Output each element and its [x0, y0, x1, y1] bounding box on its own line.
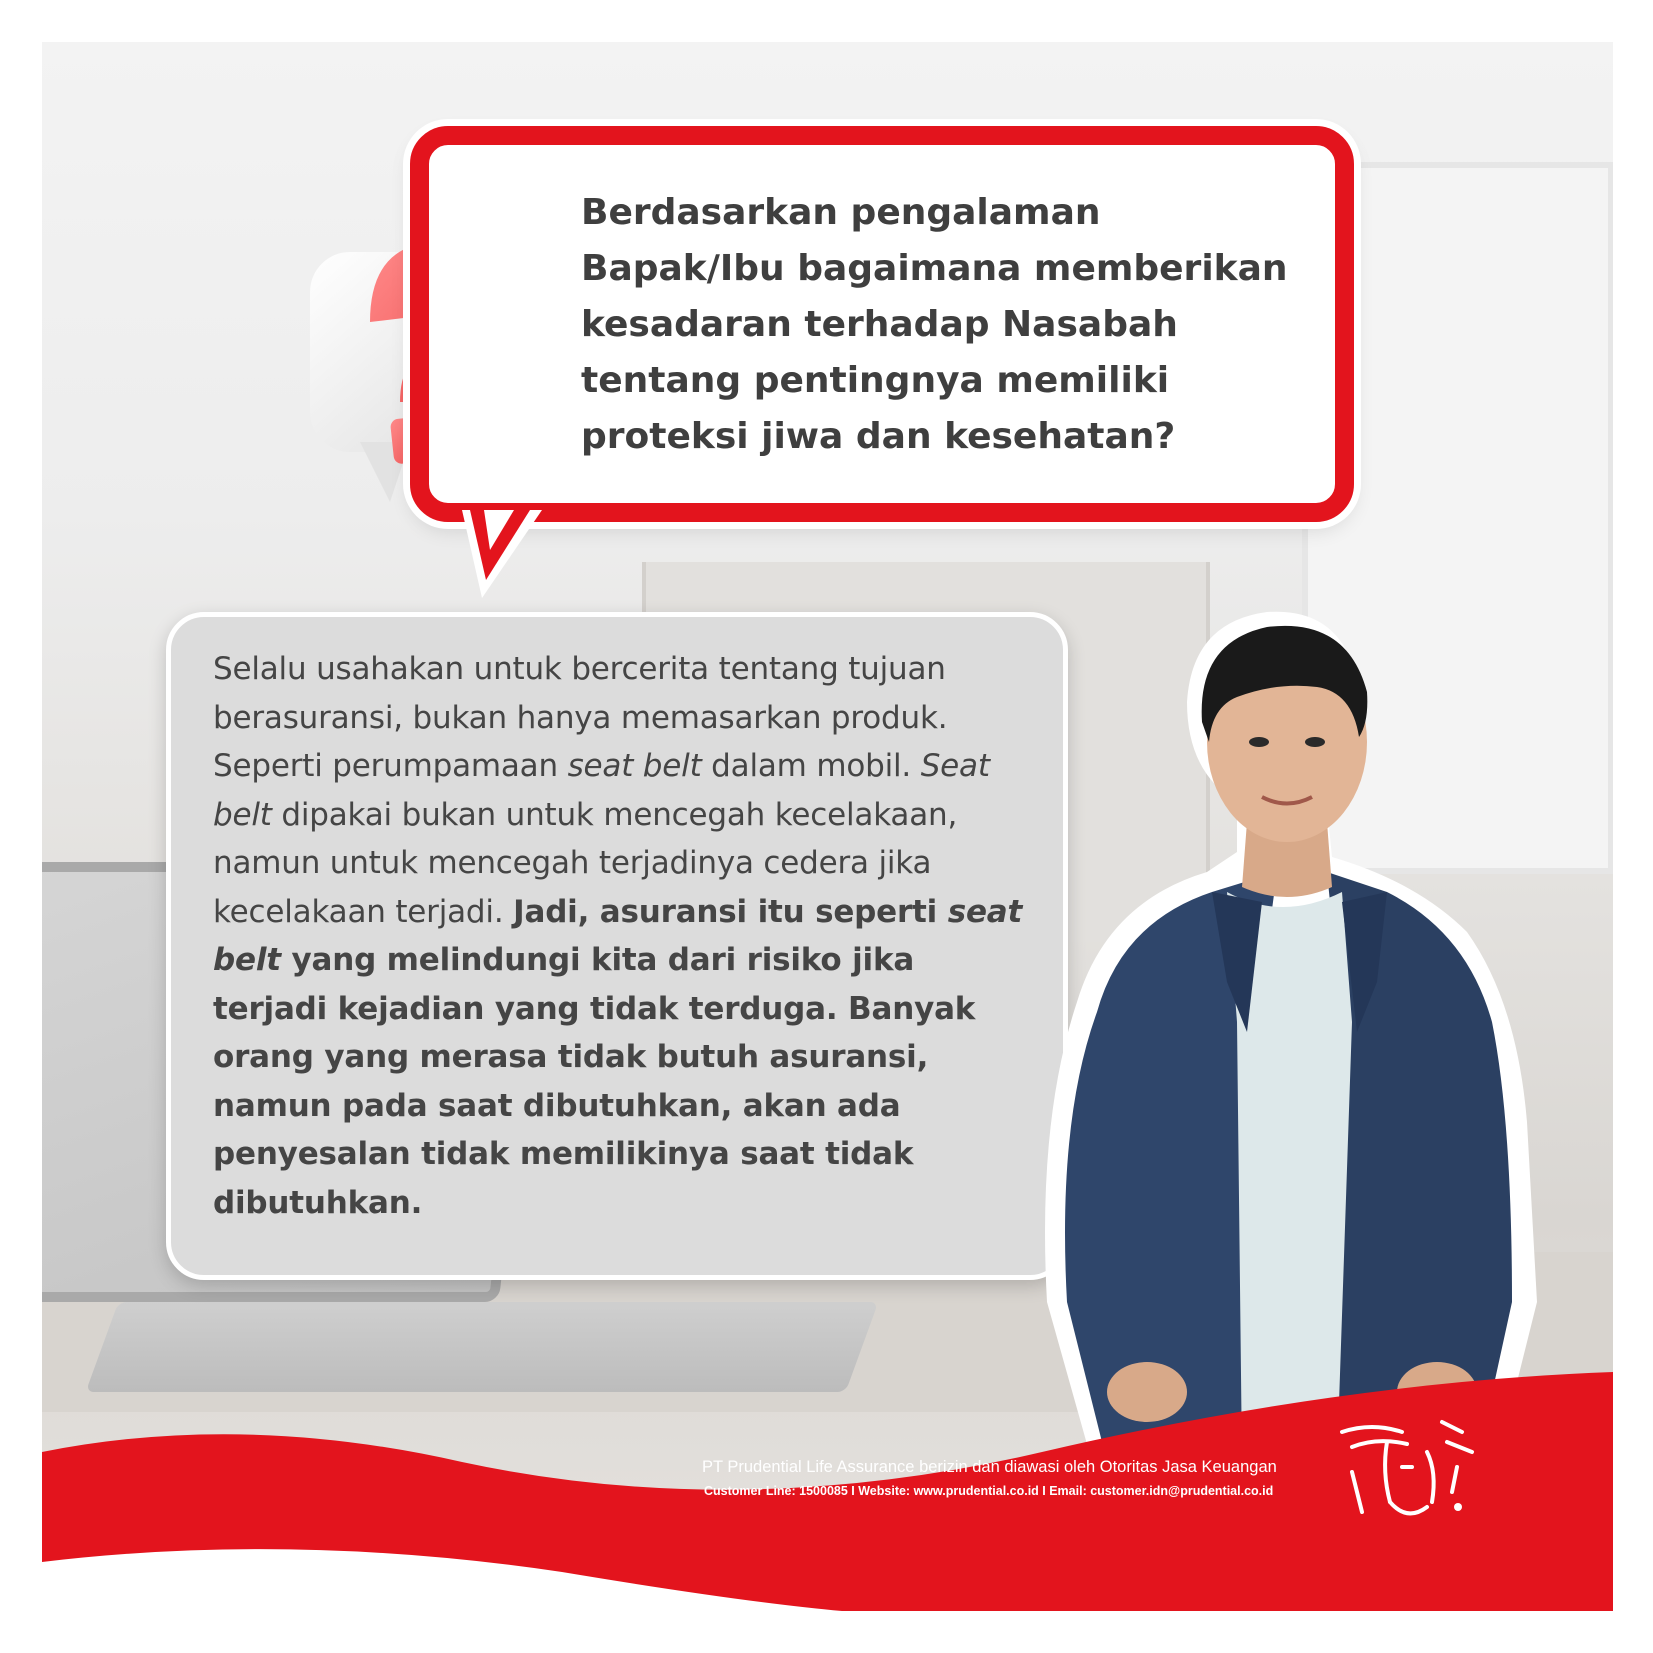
answer-part-1: Selalu usahakan untuk bercerita tentang tujuan berasuransi, bukan hanya memasarkan produk. Seperti perumpamaan [213, 651, 948, 784]
answer-part-2: dalam mobil. [701, 748, 921, 784]
question-line-2: Bapak/Ibu bagaimana memberikan [581, 248, 1288, 289]
answer-part-3: dipakai bukan untuk mencegah kecelakaan, namun untuk mencegah terjadinya cedera jika kecelakaan terjadi. [213, 796, 958, 930]
question-bubble-tail [462, 510, 542, 600]
question-line-1: Berdasarkan pengalaman [581, 192, 1101, 233]
footer-regulation-text: PT Prudential Life Assurance berizin dan diawasi oleh Otoritas Jasa Keuangan [702, 1458, 1277, 1476]
answer-bold-1: Jadi, asuransi itu seperti [513, 893, 948, 930]
answer-bubble [166, 612, 1068, 1280]
question-bubble [410, 126, 1354, 522]
question-text [581, 185, 1321, 465]
footer-contact-text: Customer Line: 1500085 I Website: www.prudential.co.id I Email: customer.idn@prudential.co.id [704, 1484, 1274, 1498]
answer-text [213, 645, 1033, 1227]
question-line-4: tentang pentingnya memiliki [581, 360, 1170, 401]
prudential-logo [1332, 1412, 1482, 1532]
question-line-5: proteksi jiwa dan kesehatan? [581, 416, 1176, 457]
answer-italic-2: Seat belt [213, 748, 990, 833]
poster [42, 42, 1613, 1611]
answer-bold-italic: seat belt [213, 893, 1023, 978]
answer-italic-1: seat belt [567, 748, 702, 784]
question-line-3: kesadaran terhadap Nasabah [581, 304, 1178, 345]
answer-bold-2: yang melindungi kita dari risiko jika terjadi kejadian yang tidak terduga. Banyak orang yang merasa tidak butuh asuransi, namun pada saat dibutuhkan, akan ada penyesalan tidak memilikinya saat tidak dibutuhkan. [213, 942, 976, 1221]
